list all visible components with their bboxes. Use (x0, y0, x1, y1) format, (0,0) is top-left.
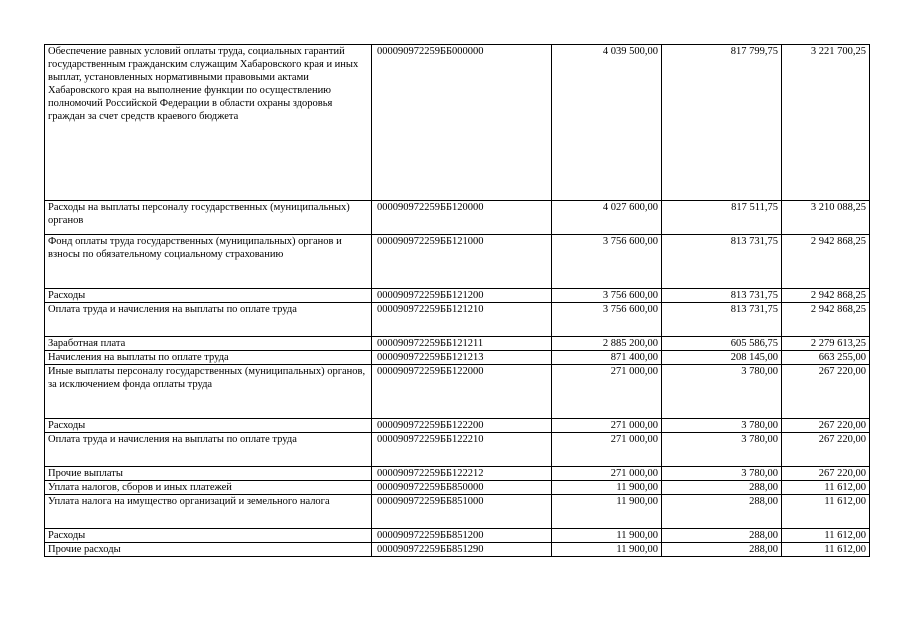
table-row (45, 351, 870, 365)
row-plan: 271 000,00 (552, 433, 662, 467)
table-row (45, 235, 870, 289)
row-code: 000090972259ББ851200 (372, 529, 552, 543)
row-name: Обеспечение равных условий оплаты труда, социальных гарантий государственным гражданским служащим Хабаровского края и иных выплат, установленных нормативными правовыми актами Хабаровского края на выполнение функции по осуществлению полномочий Российской Федерации в области охраны здоровья граждан за счет средств краевого бюджета (45, 45, 372, 201)
row-name: Прочие расходы (45, 543, 372, 557)
row-remainder: 2 942 868,25 (782, 303, 870, 337)
table-row (45, 433, 870, 467)
table-row (45, 303, 870, 337)
row-plan: 271 000,00 (552, 365, 662, 419)
table-row (45, 467, 870, 481)
row-executed: 3 780,00 (662, 365, 782, 419)
row-name: Расходы (45, 419, 372, 433)
row-code: 000090972259ББ122210 (372, 433, 552, 467)
row-remainder: 267 220,00 (782, 419, 870, 433)
row-executed: 288,00 (662, 495, 782, 529)
row-executed: 288,00 (662, 529, 782, 543)
row-code: 000090972259ББ121211 (372, 337, 552, 351)
row-code: 000090972259ББ120000 (372, 201, 552, 235)
row-code: 000090972259ББ850000 (372, 481, 552, 495)
table-row (45, 201, 870, 235)
row-name: Оплата труда и начисления на выплаты по оплате труда (45, 433, 372, 467)
table-row (45, 289, 870, 303)
row-executed: 288,00 (662, 481, 782, 495)
row-plan: 3 756 600,00 (552, 303, 662, 337)
row-plan: 271 000,00 (552, 419, 662, 433)
row-code: 000090972259ББ121000 (372, 235, 552, 289)
row-code: 000090972259ББ121210 (372, 303, 552, 337)
row-plan: 11 900,00 (552, 529, 662, 543)
table-row (45, 45, 870, 201)
row-remainder: 3 221 700,25 (782, 45, 870, 201)
row-code: 000090972259ББ121213 (372, 351, 552, 365)
budget-table (44, 44, 870, 557)
row-plan: 2 885 200,00 (552, 337, 662, 351)
row-name: Уплата налога на имущество организаций и земельного налога (45, 495, 372, 529)
row-code: 000090972259ББ851000 (372, 495, 552, 529)
row-executed: 288,00 (662, 543, 782, 557)
row-executed: 605 586,75 (662, 337, 782, 351)
row-remainder: 267 220,00 (782, 467, 870, 481)
row-remainder: 267 220,00 (782, 433, 870, 467)
row-remainder: 2 942 868,25 (782, 235, 870, 289)
row-code: 000090972259ББ000000 (372, 45, 552, 201)
row-name: Расходы (45, 529, 372, 543)
row-plan: 871 400,00 (552, 351, 662, 365)
row-executed: 813 731,75 (662, 289, 782, 303)
row-executed: 3 780,00 (662, 433, 782, 467)
row-code: 000090972259ББ121200 (372, 289, 552, 303)
row-executed: 817 511,75 (662, 201, 782, 235)
row-name: Фонд оплаты труда государственных (муниципальных) органов и взносы по обязательному социальному страхованию (45, 235, 372, 289)
row-remainder: 2 279 613,25 (782, 337, 870, 351)
row-remainder: 663 255,00 (782, 351, 870, 365)
row-name: Оплата труда и начисления на выплаты по оплате труда (45, 303, 372, 337)
row-name: Расходы (45, 289, 372, 303)
row-code: 000090972259ББ851290 (372, 543, 552, 557)
row-remainder: 3 210 088,25 (782, 201, 870, 235)
row-plan: 11 900,00 (552, 543, 662, 557)
row-code: 000090972259ББ122200 (372, 419, 552, 433)
row-remainder: 11 612,00 (782, 529, 870, 543)
table-row (45, 543, 870, 557)
row-code: 000090972259ББ122000 (372, 365, 552, 419)
row-name: Прочие выплаты (45, 467, 372, 481)
row-remainder: 11 612,00 (782, 495, 870, 529)
row-name: Заработная плата (45, 337, 372, 351)
row-executed: 3 780,00 (662, 467, 782, 481)
row-executed: 208 145,00 (662, 351, 782, 365)
row-executed: 817 799,75 (662, 45, 782, 201)
row-plan: 3 756 600,00 (552, 289, 662, 303)
row-executed: 813 731,75 (662, 235, 782, 289)
row-plan: 271 000,00 (552, 467, 662, 481)
row-remainder: 11 612,00 (782, 543, 870, 557)
table-row (45, 365, 870, 419)
table-row (45, 419, 870, 433)
row-name: Иные выплаты персоналу государственных (муниципальных) органов, за исключением фонда оплаты труда (45, 365, 372, 419)
row-remainder: 2 942 868,25 (782, 289, 870, 303)
row-plan: 4 027 600,00 (552, 201, 662, 235)
row-name: Расходы на выплаты персоналу государственных (муниципальных) органов (45, 201, 372, 235)
row-executed: 813 731,75 (662, 303, 782, 337)
row-plan: 4 039 500,00 (552, 45, 662, 201)
table-row (45, 481, 870, 495)
table-row (45, 495, 870, 529)
row-plan: 3 756 600,00 (552, 235, 662, 289)
row-executed: 3 780,00 (662, 419, 782, 433)
row-name: Уплата налогов, сборов и иных платежей (45, 481, 372, 495)
row-remainder: 11 612,00 (782, 481, 870, 495)
row-plan: 11 900,00 (552, 495, 662, 529)
table-row (45, 529, 870, 543)
table-row (45, 337, 870, 351)
row-plan: 11 900,00 (552, 481, 662, 495)
row-code: 000090972259ББ122212 (372, 467, 552, 481)
row-name: Начисления на выплаты по оплате труда (45, 351, 372, 365)
row-remainder: 267 220,00 (782, 365, 870, 419)
